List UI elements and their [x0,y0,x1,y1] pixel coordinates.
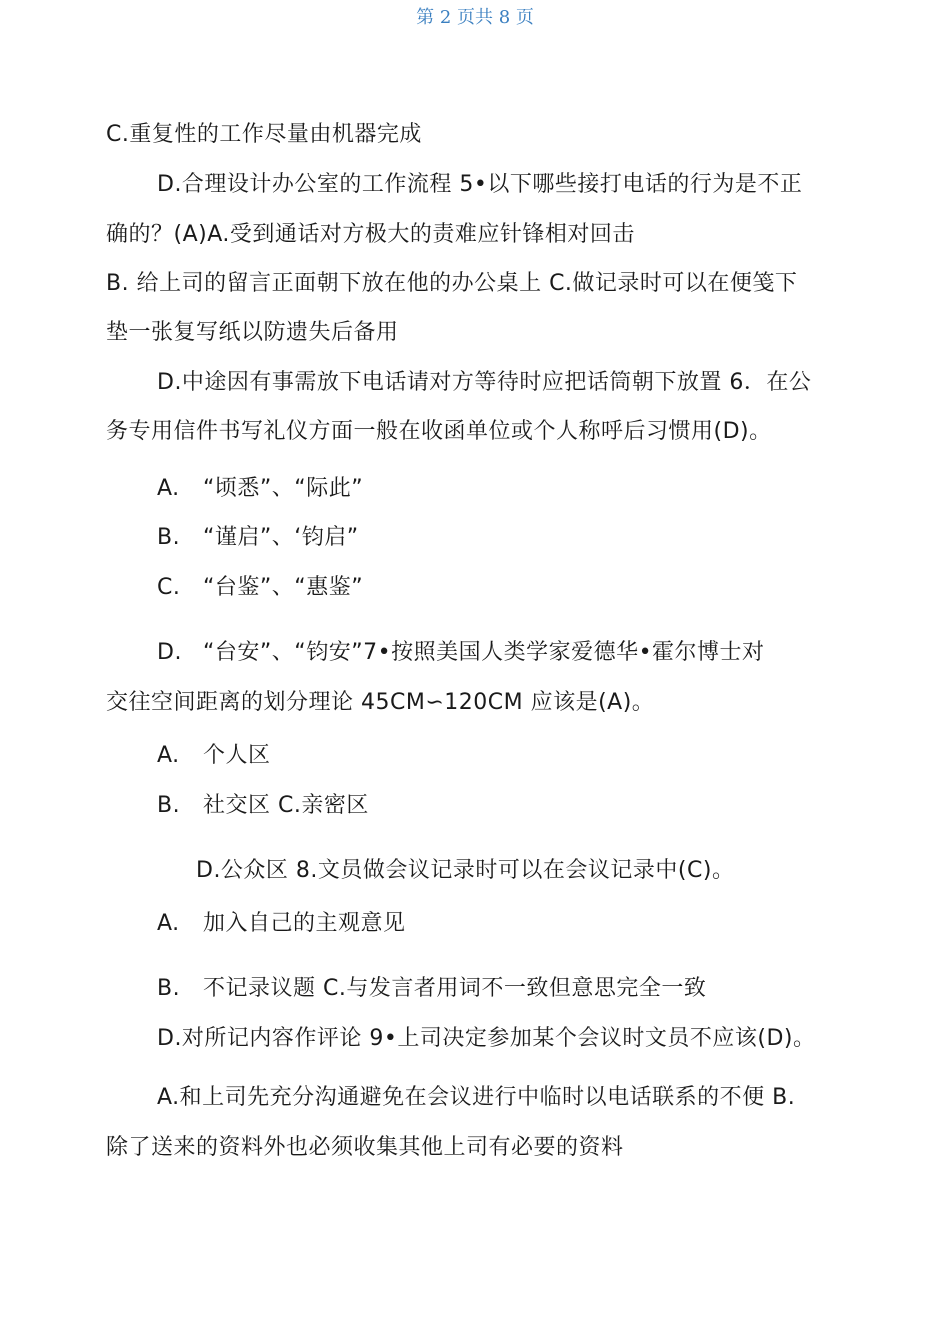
option-line [157,909,406,939]
option-line [157,474,363,504]
text-line: D.合理设计办公室的工作流程 5•以下哪些接打电话的行为是不正 [157,172,803,197]
option-text: “顷悉”、“际此” [203,476,364,501]
option-letter: B. [157,976,181,1001]
option-line [157,741,271,771]
text-line: 除了送来的资料外也必须收集其他上司有必要的资料 [106,1135,624,1160]
option-line [157,974,706,1004]
option-text: 个人区 [203,743,271,768]
text-line: 交往空间距离的划分理论 45CM∽120CM 应该是(A)。 [106,690,655,715]
page-number-header: 第 2 页共 8 页 [416,7,534,28]
option-line [157,523,359,553]
text-line: 垫一张复写纸以防遗失后备用 [106,320,399,345]
option-line [157,573,363,603]
option-text: 不记录议题 C.与发言者用词不一致但意思完全一致 [203,976,707,1001]
text-line: D.对所记内容作评论 9•上司决定参加某个会议时文员不应该(D)。 [157,1026,816,1051]
option-letter: C. [157,575,181,600]
text-line: C.重复性的工作尽量由机器完成 [106,122,422,147]
option-text: “谨启”、‘钧启” [203,525,359,550]
text-line: 确的？(A)A.受到通话对方极大的责难应针锋相对回击 [106,222,635,247]
text-line: 务专用信件书写礼仪方面一般在收函单位或个人称呼后习惯用(D)。 [106,419,772,444]
option-line [157,638,765,668]
option-letter: B. [157,525,181,550]
option-letter: D. [157,640,182,665]
option-letter: A. [157,476,180,501]
option-letter: A. [157,743,180,768]
text-line: B. 给上司的留言正面朝下放在他的办公桌上 C.做记录时可以在便笺下 [106,271,798,296]
text-line: A.和上司先充分沟通避免在会议进行中临时以电话联系的不便 B. [157,1085,796,1110]
option-text: “台安”、“钧安”7•按照美国人类学家爱德华•霍尔博士对 [203,640,765,665]
option-letter: A. [157,911,180,936]
option-letter: B. [157,793,181,818]
option-text: 加入自己的主观意见 [203,911,406,936]
text-line: D.中途因有事需放下电话请对方等待时应把话筒朝下放置 6．在公 [157,370,812,395]
option-text: “台鉴”、“惠鉴” [203,575,364,600]
option-text: 社交区 C.亲密区 [203,793,369,818]
text-line: D.公众区 8.文员做会议记录时可以在会议记录中(C)。 [196,858,735,883]
option-line [157,791,369,821]
